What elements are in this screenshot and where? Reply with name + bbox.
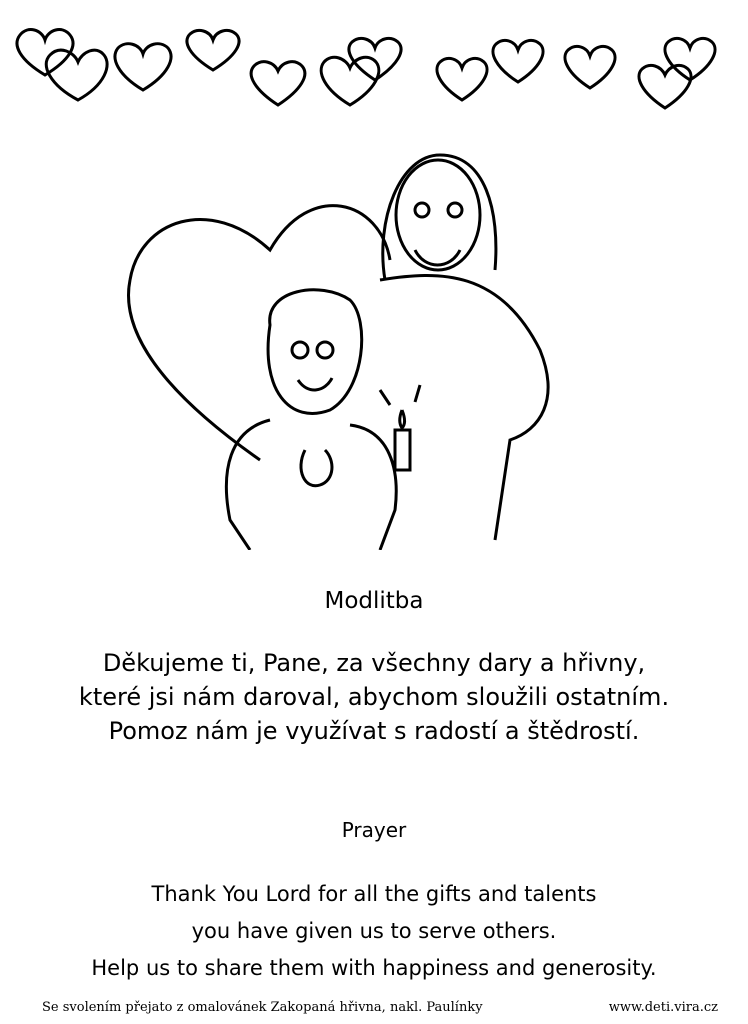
heart-icon bbox=[115, 44, 171, 90]
jesus-face bbox=[396, 160, 480, 270]
heart-icon bbox=[493, 40, 543, 82]
heart-icon bbox=[437, 58, 487, 100]
czech-line: které jsi nám daroval, abychom sloužili ostatním. bbox=[78, 683, 670, 711]
heart-icon bbox=[187, 30, 239, 70]
czech-line: Pomoz nám je využívat s radostí a štědrostí. bbox=[108, 717, 640, 745]
english-line: Help us to share them with happiness and generosity. bbox=[91, 956, 657, 980]
english-prayer-text bbox=[0, 876, 748, 987]
jesus-and-boy-icon bbox=[120, 140, 570, 550]
czech-line: Děkujeme ti, Pane, za všechny dary a hřivny, bbox=[102, 649, 646, 677]
czech-title: Modlitba bbox=[324, 588, 424, 614]
hearts-border bbox=[0, 0, 748, 120]
footer-website: www.deti.vira.cz bbox=[608, 1000, 718, 1015]
boy-head bbox=[268, 290, 362, 414]
heart-icon bbox=[251, 62, 305, 105]
czech-prayer-text bbox=[0, 646, 748, 748]
english-line: Thank You Lord for all the gifts and talents bbox=[151, 882, 597, 906]
english-title: Prayer bbox=[341, 818, 407, 842]
big-heart-outline bbox=[129, 206, 390, 460]
english-line: you have given us to serve others. bbox=[191, 919, 557, 943]
heart-icon bbox=[17, 30, 73, 75]
heart-icon bbox=[46, 50, 107, 100]
heart-icon bbox=[639, 65, 691, 108]
jesus-robe bbox=[380, 275, 548, 540]
heart-icon bbox=[565, 46, 615, 88]
boy-hands bbox=[301, 450, 332, 486]
footer-credit: Se svolením přejato z omalovánek Zakopaná hřivna, nakl. Paulínky bbox=[42, 1000, 483, 1015]
heart-icon bbox=[321, 57, 379, 105]
candle bbox=[395, 410, 410, 470]
